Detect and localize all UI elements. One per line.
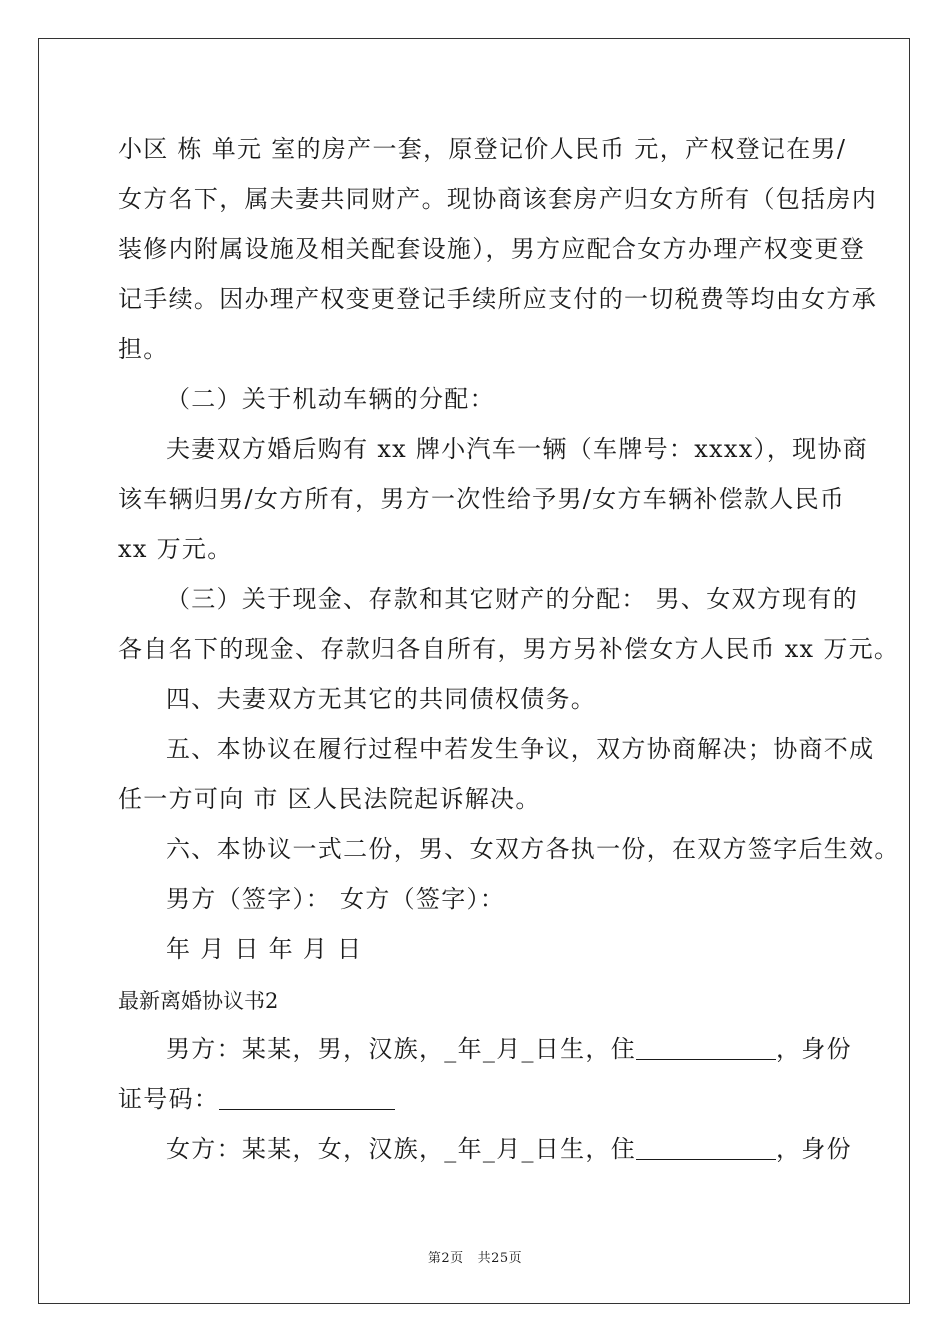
text-line: 小区 栋 单元 室的房产一套，原登记价人民币 元，产权登记在男/ (118, 135, 847, 163)
address-blank (636, 1137, 776, 1160)
text-line: xx 万元。 (118, 535, 233, 563)
text-line: 夫妻双方婚后购有 xx 牌小汽车一辆（车牌号：xxxx），现协商 (166, 435, 869, 463)
male-party-info: 男方：某某，男，汉族，_年_月_日生，住 (166, 1035, 636, 1063)
date-line: 年 月 日 年 月 日 (166, 935, 363, 963)
female-party-line (166, 1134, 852, 1164)
text-line: 记手续。因办理产权变更登记手续所应支付的一切税费等均由女方承 (118, 285, 877, 313)
document-title: 最新离婚协议书2 (118, 989, 279, 1013)
text-line: （三）关于现金、存款和其它财产的分配： 男、女双方现有的 (166, 585, 859, 613)
signature-line: 男方（签字）： 女方（签字）： (166, 885, 506, 913)
id-number-line (118, 1084, 395, 1114)
id-label: ，身份 (776, 1135, 852, 1163)
id-number-label: 证号码： (118, 1085, 220, 1113)
page-border (38, 38, 910, 1304)
clause-six: 六、本协议一式二份，男、女双方各执一份，在双方签字后生效。 (166, 835, 900, 863)
address-blank (636, 1037, 776, 1060)
id-number-blank (219, 1087, 395, 1110)
page-footer (0, 1247, 950, 1266)
id-label: ，身份 (776, 1035, 852, 1063)
text-line: 担。 (118, 335, 169, 363)
male-party-line (166, 1034, 852, 1064)
page-total: 共25页 (477, 1251, 523, 1266)
section-heading: （二）关于机动车辆的分配： (166, 385, 495, 413)
text-line: 女方名下，属夫妻共同财产。现协商该套房产归女方所有（包括房内 (118, 185, 877, 213)
female-party-info: 女方：某某，女，汉族，_年_月_日生，住 (166, 1135, 636, 1163)
text-line: 各自名下的现金、存款归各自所有，男方另补偿女方人民币 xx 万元。 (118, 635, 900, 663)
text-line: 该车辆归男/女方所有，男方一次性给予男/女方车辆补偿款人民币 (118, 485, 846, 513)
clause-five: 五、本协议在履行过程中若发生争议，双方协商解决；协商不成 (166, 735, 875, 763)
clause-four: 四、夫妻双方无其它的共同债权债务。 (166, 685, 597, 713)
page-number: 第2页 (427, 1251, 464, 1266)
text-line: 任一方可向 市 区人民法院起诉解决。 (118, 785, 541, 813)
text-line: 装修内附属设施及相关配套设施），男方应配合女方办理产权变更登 (118, 235, 865, 263)
